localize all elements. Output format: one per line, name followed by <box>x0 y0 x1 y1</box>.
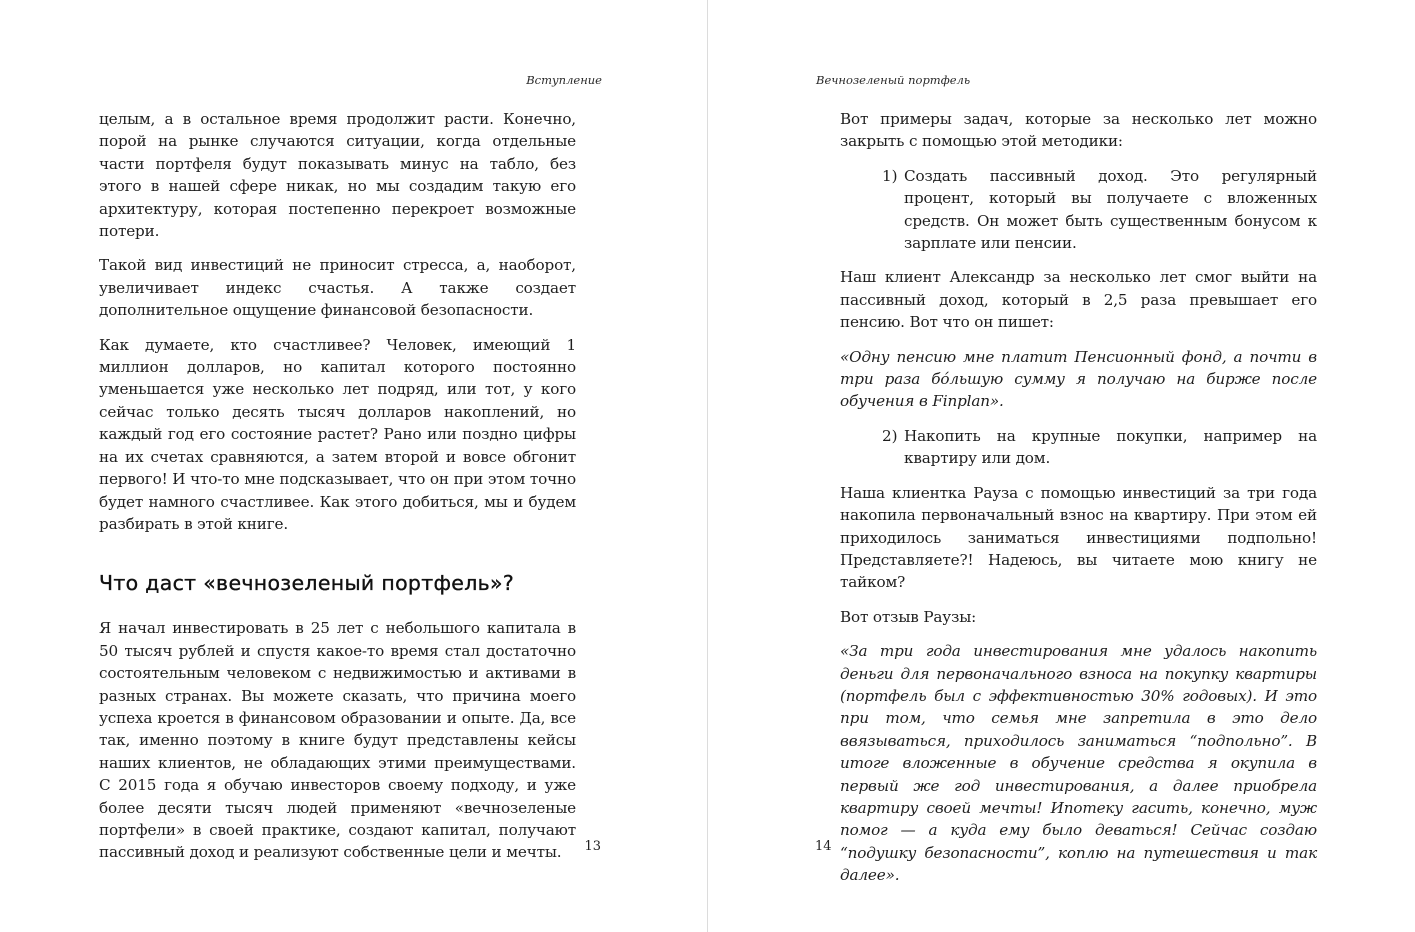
running-head-right: Вечнозеленый портфель <box>816 73 971 87</box>
paragraph-review-intro: Вот отзыв Раузы: <box>840 607 977 626</box>
paragraph-case: Наш клиент Александр за несколько лет смог выйти на пассивный доход, который в 2,5 раза превышает его пенсию. Вот что он пишет: <box>840 268 1317 332</box>
paragraph: Такой вид инвестиций не приносит стресса, а, наоборот, увеличивает индекс счастья. А также создает дополнительное ощущение финансовой безопасности. <box>99 256 576 320</box>
page-number-right: 14 <box>815 839 832 854</box>
client-quote: «За три года инвестирования мне удалось накопить деньги для первоначального взноса на покупку квартиры (портфель был с эффективностью 30% годовых). И это при том, что семья мне запретила в это дело ввязываться, приходилось заниматься “подпольно”. В итоге вложенные в обучение средства я окупила в первый же год инвестирования, а далее приобрела квартиру своей мечты! Ипотеку гасить, конечно, муж помог — а куда ему было деваться! Сейчас создаю “подушку безопасности”, коплю на путешествия и так далее». <box>840 642 1317 885</box>
right-page <box>708 0 1415 932</box>
list-item-text: Накопить на крупные покупки, например на квартиру или дом. <box>904 426 1317 468</box>
list-item-text: Создать пассивный доход. Это регулярный процент, который вы получаете с вложенных средств. Он может быть существенным бонусом к зарплате или пенсии. <box>904 166 1317 253</box>
paragraph: Я начал инвестировать в 25 лет с небольшого капитала в 50 тысяч рублей и спустя какое-то время стал достаточно состоятельным человеком с недвижимостью и активами в разных странах. Вы можете сказать, что причина моего успеха кроется в финансовом образовании и опыте. Да, все так, именно поэтому в книге будут представлены кейсы наших клиентов, не обладающих этими преимуществами. С 2015 года я обучаю инвесторов своему подходу, и уже более десяти тысяч людей применяют «вечнозеленые портфели» в своей практике, создают капитал, получают пассивный доход и реализуют собственные цели и мечты. <box>99 619 576 862</box>
left-page <box>0 0 707 932</box>
right-page-body <box>840 108 1317 899</box>
page-number-left: 13 <box>584 839 601 854</box>
running-head-left: Вступление <box>526 73 602 87</box>
numbered-list-item <box>882 165 1317 255</box>
list-number: 2) <box>882 426 898 445</box>
left-page-body <box>99 108 576 876</box>
paragraph-intro: Вот примеры задач, которые за несколько лет можно закрыть с помощью этой методики: <box>840 110 1317 151</box>
paragraph-case: Наша клиентка Рауза с помощью инвестиций за три года накопила первоначальный взнос на квартиру. При этом ей приходилось заниматься инвестициями подпольно! Представляете?! Надеюсь, вы читаете мою книгу не тайком? <box>840 483 1317 592</box>
paragraph: Как думаете, кто счастливее? Человек, имеющий 1 миллион долларов, но капитал которого постоянно уменьшается уже несколько лет подряд, или тот, у кого сейчас только десять тысяч долларов накоплений, но каждый год его состояние растет? Рано или поздно цифры на их счетах сравняются, а затем второй и вовсе обгонит первого! И что-то мне подсказывает, что он при этом точно будет намного счастливее. Как этого добиться, мы и будем разбирать в этой книге. <box>99 335 576 533</box>
numbered-list-item <box>882 425 1317 470</box>
client-quote: «Одну пенсию мне платит Пенсионный фонд, а почти в три раза бóльшую сумму я получаю на бирже после обучения в Finplan». <box>840 347 1317 411</box>
list-number: 1) <box>882 166 898 185</box>
section-heading: Что даст «вечнозеленый портфель»? <box>99 571 515 596</box>
paragraph: целым, а в остальное время продолжит расти. Конечно, порой на рынке случаются ситуации, когда отдельные части портфеля будут показывать минус на табло, без этого в нашей сфере никак, но мы создадим такую его архитектуру, которая постепенно перекроет возможные потери. <box>99 110 576 241</box>
